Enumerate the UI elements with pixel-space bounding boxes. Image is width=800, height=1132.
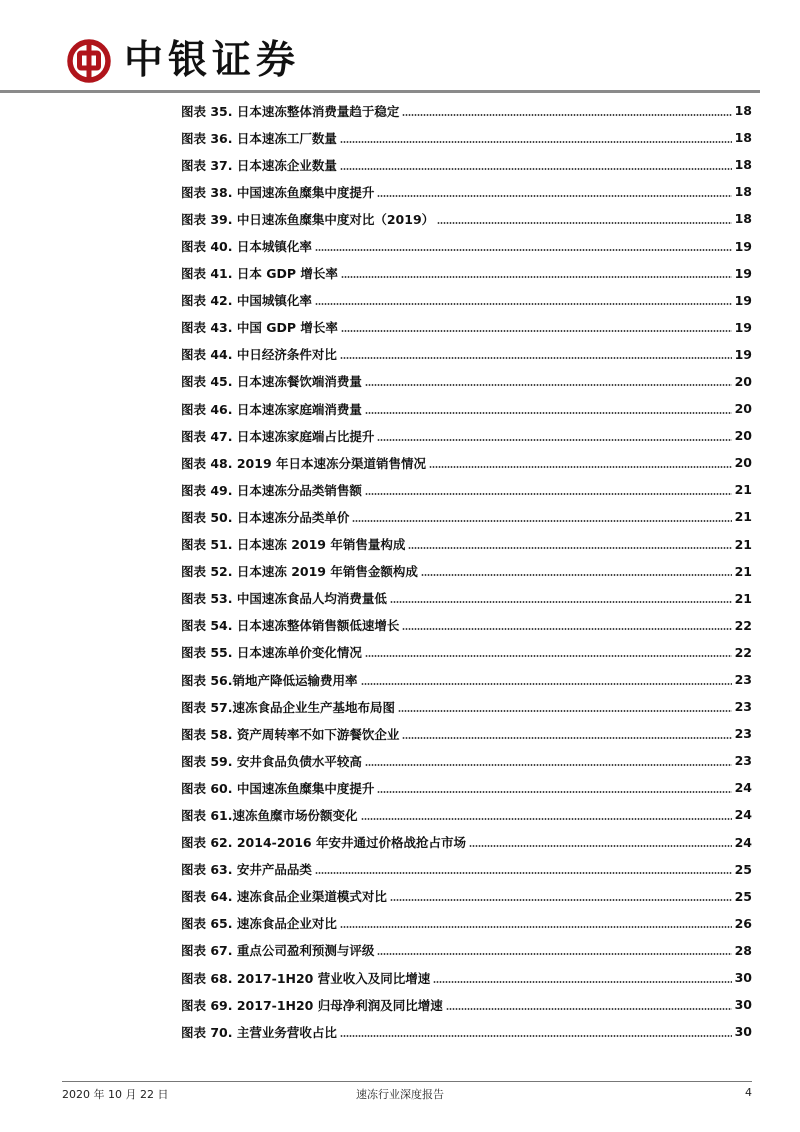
toc-entry-page: 21 bbox=[734, 482, 752, 498]
toc-entry-title: 图表 46. 日本速冻家庭端消费量 bbox=[181, 401, 362, 417]
dot-leader bbox=[408, 547, 731, 549]
toc-entry-page: 23 bbox=[734, 672, 752, 688]
dot-leader bbox=[377, 195, 731, 197]
toc-entry-page: 18 bbox=[734, 130, 752, 146]
toc-entry[interactable] bbox=[181, 205, 752, 232]
dot-leader bbox=[377, 791, 731, 793]
toc-entry-page: 21 bbox=[734, 563, 752, 579]
toc-entry[interactable] bbox=[181, 666, 752, 693]
dot-leader bbox=[446, 1008, 732, 1010]
toc-entry-page: 24 bbox=[734, 834, 752, 850]
toc-entry-title: 图表 56.销地产降低运输费用率 bbox=[181, 672, 358, 688]
toc-entry-page: 24 bbox=[734, 780, 752, 796]
toc-entry-page: 22 bbox=[734, 644, 752, 660]
toc-entry[interactable] bbox=[181, 287, 752, 314]
toc-entry-title: 图表 51. 日本速冻 2019 年销售量构成 bbox=[181, 537, 406, 553]
toc-entry-page: 20 bbox=[734, 373, 752, 389]
dot-leader bbox=[365, 655, 732, 657]
toc-entry-title: 图表 64. 速冻食品企业渠道模式对比 bbox=[181, 889, 387, 905]
toc-entry-title: 图表 36. 日本速冻工厂数量 bbox=[181, 130, 337, 146]
toc-entry[interactable] bbox=[181, 314, 752, 341]
dot-leader bbox=[402, 114, 731, 116]
company-name: 中银证券 bbox=[124, 37, 301, 83]
dot-leader bbox=[365, 384, 732, 386]
toc-entry-page: 18 bbox=[734, 103, 752, 119]
toc-entry-title: 图表 40. 日本城镇化率 bbox=[181, 239, 312, 255]
dot-leader bbox=[340, 926, 732, 928]
dot-leader bbox=[437, 222, 731, 224]
toc-entry[interactable] bbox=[181, 612, 752, 639]
toc-entry-page: 19 bbox=[734, 346, 752, 362]
dot-leader bbox=[352, 520, 731, 522]
toc-entry-page: 19 bbox=[734, 238, 752, 254]
toc-entry-title: 图表 63. 安井产品品类 bbox=[181, 862, 312, 878]
toc-entry-page: 30 bbox=[734, 970, 752, 986]
toc-entry-title: 图表 68. 2017-1H20 营业收入及同比增速 bbox=[181, 970, 431, 986]
footer-page-number: 4 bbox=[745, 1086, 752, 1099]
dot-leader bbox=[340, 141, 732, 143]
dot-leader bbox=[390, 899, 732, 901]
toc-entry[interactable] bbox=[181, 232, 752, 259]
dot-leader bbox=[341, 276, 732, 278]
toc-entry-title: 图表 69. 2017-1H20 归母净利润及同比增速 bbox=[181, 997, 443, 1013]
dot-leader bbox=[341, 330, 732, 332]
toc-entry[interactable] bbox=[181, 422, 752, 449]
footer-date: 2020 年 10 月 22 日 bbox=[62, 1088, 169, 1101]
dot-leader bbox=[377, 953, 731, 955]
dot-leader bbox=[377, 439, 731, 441]
toc-entry[interactable] bbox=[181, 856, 752, 883]
toc-entry-page: 20 bbox=[734, 428, 752, 444]
toc-entry-title: 图表 55. 日本速冻单价变化情况 bbox=[181, 645, 362, 661]
toc-entry-title: 图表 57.速冻食品企业生产基地布局图 bbox=[181, 699, 395, 715]
dot-leader bbox=[365, 764, 732, 766]
toc-entry-title: 图表 38. 中国速冻鱼糜集中度提升 bbox=[181, 184, 375, 200]
dot-leader bbox=[361, 818, 732, 820]
toc-entry-page: 23 bbox=[734, 726, 752, 742]
toc-entry-page: 22 bbox=[734, 617, 752, 633]
dot-leader bbox=[340, 1035, 732, 1037]
toc-entry-title: 图表 42. 中国城镇化率 bbox=[181, 293, 312, 309]
toc-entry[interactable] bbox=[181, 585, 752, 612]
toc-entry-title: 图表 70. 主营业务营收占比 bbox=[181, 1024, 337, 1040]
toc-entry-title: 图表 43. 中国 GDP 增长率 bbox=[181, 320, 338, 336]
toc-entry-page: 25 bbox=[734, 861, 752, 877]
toc-entry[interactable] bbox=[181, 774, 752, 801]
dot-leader bbox=[398, 710, 732, 712]
toc-entry-title: 图表 39. 中日速冻鱼糜集中度对比（2019） bbox=[181, 211, 435, 227]
dot-leader bbox=[361, 683, 732, 685]
toc-entry-title: 图表 47. 日本速冻家庭端占比提升 bbox=[181, 428, 375, 444]
dot-leader bbox=[429, 466, 732, 468]
toc-entry-page: 21 bbox=[734, 590, 752, 606]
toc-entry-title: 图表 37. 日本速冻企业数量 bbox=[181, 157, 337, 173]
toc-entry[interactable] bbox=[181, 368, 752, 395]
toc-entry-title: 图表 35. 日本速冻整体消费量趋于稳定 bbox=[181, 103, 400, 119]
toc-entry-title: 图表 52. 日本速冻 2019 年销售金额构成 bbox=[181, 564, 418, 580]
toc-entry-title: 图表 50. 日本速冻分品类单价 bbox=[181, 509, 350, 525]
header-divider bbox=[0, 90, 760, 93]
toc-entry[interactable] bbox=[181, 124, 752, 151]
dot-leader bbox=[315, 303, 732, 305]
toc-entry-page: 19 bbox=[734, 292, 752, 308]
footer-report-title: 速冻行业深度报告 bbox=[356, 1088, 444, 1101]
toc-entry[interactable] bbox=[181, 395, 752, 422]
toc-entry[interactable] bbox=[181, 178, 752, 205]
toc-entry-title: 图表 44. 中日经济条件对比 bbox=[181, 347, 337, 363]
toc-entry[interactable] bbox=[181, 639, 752, 666]
toc-entry[interactable] bbox=[181, 801, 752, 828]
toc-entry-page: 21 bbox=[734, 536, 752, 552]
toc-entry-page: 18 bbox=[734, 211, 752, 227]
toc-entry-title: 图表 61.速冻鱼糜市场份额变化 bbox=[181, 807, 358, 823]
toc-entry-page: 24 bbox=[734, 807, 752, 823]
toc-entry-title: 图表 48. 2019 年日本速冻分渠道销售情况 bbox=[181, 455, 426, 471]
toc-entry-page: 18 bbox=[734, 157, 752, 173]
toc-entry[interactable] bbox=[181, 476, 752, 503]
dot-leader bbox=[402, 737, 731, 739]
toc-entry[interactable] bbox=[181, 341, 752, 368]
toc-entry-title: 图表 58. 资产周转率不如下游餐饮企业 bbox=[181, 726, 400, 742]
toc-entry-page: 26 bbox=[734, 915, 752, 931]
toc-entry-title: 图表 45. 日本速冻餐饮端消费量 bbox=[181, 374, 362, 390]
toc-entry-title: 图表 60. 中国速冻鱼糜集中度提升 bbox=[181, 780, 375, 796]
toc-entry[interactable] bbox=[181, 449, 752, 476]
footer-divider bbox=[62, 1081, 752, 1082]
toc-entry[interactable] bbox=[181, 151, 752, 178]
toc-entry[interactable] bbox=[181, 883, 752, 910]
dot-leader bbox=[402, 628, 731, 630]
dot-leader bbox=[421, 574, 732, 576]
toc-entry-title: 图表 49. 日本速冻分品类销售额 bbox=[181, 482, 362, 498]
toc-entry[interactable] bbox=[181, 260, 752, 287]
toc-entry[interactable] bbox=[181, 720, 752, 747]
figure-list bbox=[181, 97, 752, 1045]
toc-entry[interactable] bbox=[181, 693, 752, 720]
toc-entry-title: 图表 54. 日本速冻整体销售额低速增长 bbox=[181, 618, 400, 634]
toc-entry-title: 图表 53. 中国速冻食品人均消费量低 bbox=[181, 591, 387, 607]
toc-entry-page: 20 bbox=[734, 455, 752, 471]
dot-leader bbox=[340, 357, 732, 359]
dot-leader bbox=[315, 249, 732, 251]
dot-leader bbox=[469, 845, 732, 847]
toc-entry[interactable] bbox=[181, 829, 752, 856]
toc-entry-page: 30 bbox=[734, 1024, 752, 1040]
dot-leader bbox=[315, 872, 732, 874]
dot-leader bbox=[365, 493, 732, 495]
dot-leader bbox=[340, 168, 732, 170]
toc-entry-page: 20 bbox=[734, 401, 752, 417]
toc-entry-page: 18 bbox=[734, 184, 752, 200]
toc-entry[interactable] bbox=[181, 937, 752, 964]
toc-entry-page: 25 bbox=[734, 888, 752, 904]
dot-leader bbox=[365, 412, 732, 414]
toc-entry-title: 图表 62. 2014-2016 年安井通过价格战抢占市场 bbox=[181, 835, 466, 851]
toc-entry-title: 图表 65. 速冻食品企业对比 bbox=[181, 916, 337, 932]
toc-entry[interactable] bbox=[181, 991, 752, 1018]
toc-entry[interactable] bbox=[181, 910, 752, 937]
toc-entry-page: 28 bbox=[734, 942, 752, 958]
toc-entry[interactable] bbox=[181, 558, 752, 585]
toc-entry-title: 图表 67. 重点公司盈利预测与评级 bbox=[181, 943, 375, 959]
toc-entry[interactable] bbox=[181, 964, 752, 991]
toc-entry-title: 图表 41. 日本 GDP 增长率 bbox=[181, 266, 338, 282]
toc-entry[interactable] bbox=[181, 747, 752, 774]
toc-entry[interactable] bbox=[181, 97, 752, 124]
toc-entry-page: 19 bbox=[734, 319, 752, 335]
toc-entry-page: 23 bbox=[734, 753, 752, 769]
toc-entry-title: 图表 59. 安井食品负债水平较高 bbox=[181, 753, 362, 769]
dot-leader bbox=[390, 601, 732, 603]
toc-entry-page: 30 bbox=[734, 997, 752, 1013]
dot-leader bbox=[433, 981, 731, 983]
toc-entry-page: 23 bbox=[734, 699, 752, 715]
toc-entry-page: 19 bbox=[734, 265, 752, 281]
toc-entry[interactable] bbox=[181, 503, 752, 530]
boc-logo-icon bbox=[67, 39, 111, 83]
page-header bbox=[0, 0, 800, 92]
toc-entry-page: 21 bbox=[734, 509, 752, 525]
toc-entry[interactable] bbox=[181, 1018, 752, 1045]
toc-entry[interactable] bbox=[181, 531, 752, 558]
